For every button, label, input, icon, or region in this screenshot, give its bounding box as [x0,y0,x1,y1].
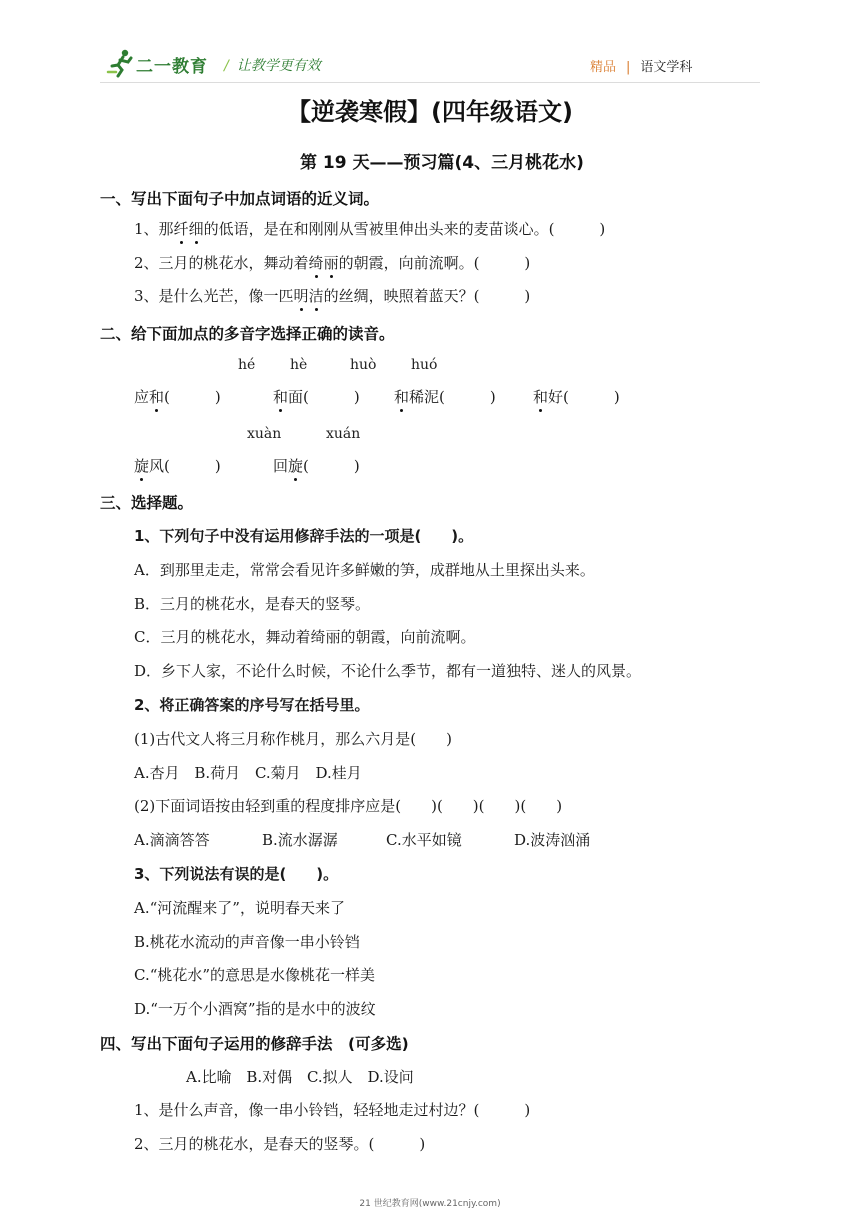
polyphone-item [273,455,360,476]
dotted-char: 丽 [323,254,339,272]
pinyin-he4: hè [290,357,308,373]
option: D．乡下人家，不论什么时候，不论什么季节，都有一道独特、迷人的风景。 [134,662,642,680]
polyphone-item [533,386,620,407]
section-1-heading: 一、写出下面句子中加点词语的近义词。 [100,190,380,208]
dotted-char: 细 [188,220,204,238]
dotted-char: 绮 [308,254,324,272]
option: A.“河流醒来了”，说明春天来了 [134,899,345,917]
option: B．三月的桃花水，是春天的竖琴。 [134,595,371,613]
option: A.比喻 [186,1068,232,1086]
runner-icon [106,48,136,78]
dotted-char: 和 [394,388,410,406]
slogan-text: 让教学更有效 [236,58,321,74]
badge-premium: 精品 [590,60,617,75]
answer-blank[interactable]: ( ) [164,388,221,406]
brand-logo [106,48,216,78]
dotted-char: 旋 [288,457,304,475]
s4-question-1: 1、是什么声音，像一串小铃铛，轻轻地走过村边？( ) [134,1101,531,1119]
s3-q2-sub-2: (2)下面词语按由轻到重的程度排序应是( )( )( )( ) [134,797,563,815]
s1-question-2 [134,252,530,273]
text: 2、三月的桃花水，舞动着 [134,254,309,272]
option: C.“桃花水”的意思是水像桃花一样美 [134,966,376,984]
badge-separator: | [626,60,631,75]
text: 1、那 [134,220,174,238]
polyphone-item [134,455,221,476]
page-subtitle: 第 19 天——预习篇(4、三月桃花水) [300,153,584,173]
s3-q2-sub1-options [134,762,362,783]
s3-question-1: 1、下列句子中没有运用修辞手法的一项是( )。 [134,527,474,545]
polyphone-item [394,386,496,407]
s1-question-3 [134,285,530,306]
pinyin-huo2: huó [411,357,438,373]
option: A.滴滴答答 [134,831,210,849]
answer-blank[interactable]: 好( ) [548,388,620,406]
page-header [0,0,860,90]
polyphone-item [273,386,360,407]
s4-options [186,1066,414,1087]
badge-subject: 语文学科 [640,60,693,75]
s1-question-1 [134,218,605,239]
option: C.菊月 [254,764,301,782]
dotted-char: 和 [149,388,165,406]
option: B.对偶 [246,1068,293,1086]
section-3-heading: 三、选择题。 [100,494,194,512]
header-divider [100,82,760,83]
subject-badge [590,56,692,75]
section-4-heading: 四、写出下面句子运用的修辞手法 (可多选) [100,1035,409,1053]
option: B.桃花水流动的声音像一串小铃铛 [134,933,360,951]
slogan [224,55,321,75]
option: D.“一万个小酒窝”指的是水中的波纹 [134,1000,376,1018]
option: D.波涛汹涌 [514,831,591,849]
option: D.设问 [367,1068,414,1086]
slogan-separator: / [224,58,229,74]
section-2-heading: 二、给下面加点的多音字选择正确的读音。 [100,325,395,343]
logo-text: 二一教育 [136,57,208,77]
dotted-char: 和 [533,388,549,406]
s3-question-3: 3、下列说法有误的是( )。 [134,865,339,883]
pinyin-xuan2: xuán [326,426,361,442]
polyphone-item [134,386,221,407]
answer-blank[interactable]: 风( ) [149,457,221,475]
option: C.拟人 [306,1068,353,1086]
page-title: 【逆袭寒假】(四年级语文) [287,98,573,126]
s4-question-2: 2、三月的桃花水，是春天的竖琴。( ) [134,1135,426,1153]
option: B.荷月 [194,764,241,782]
dotted-char: 纤 [173,220,189,238]
option: C．三月的桃花水，舞动着绮丽的朝霞，向前流啊。 [134,628,476,646]
pinyin-huo4: huò [350,357,377,373]
answer-blank[interactable]: 稀泥( ) [409,388,496,406]
pinyin-he2: hé [238,357,256,373]
page-footer: 21 世纪教育网(www.21cnjy.com) [359,1199,501,1209]
text: 的丝绸，映照着蓝天？( ) [323,287,531,305]
option: D.桂月 [315,764,362,782]
dotted-char: 明 [293,287,309,305]
option: B.流水潺潺 [262,831,338,849]
option: A．到那里走走，常常会看见许多鲜嫩的笋，成群地从土里探出头来。 [134,561,595,579]
option: A.杏月 [134,764,180,782]
text: 回 [273,457,289,475]
dotted-char: 洁 [308,287,324,305]
text: 3、是什么光芒，像一匹 [134,287,294,305]
text: 的低语，是在和刚刚从雪被里伸出头来的麦苗谈心。( ) [203,220,606,238]
answer-blank[interactable]: 面( ) [288,388,360,406]
text: 应 [134,388,150,406]
pinyin-xuan4: xuàn [247,426,282,442]
dotted-char: 和 [273,388,289,406]
option: C.水平如镜 [386,831,462,849]
s3-question-2: 2、将正确答案的序号写在括号里。 [134,696,370,714]
text: 的朝霞，向前流啊。( ) [338,254,531,272]
answer-blank[interactable]: ( ) [303,457,360,475]
dotted-char: 旋 [134,457,150,475]
s3-q2-sub-1: (1)古代文人将三月称作桃月，那么六月是( ) [134,730,452,748]
